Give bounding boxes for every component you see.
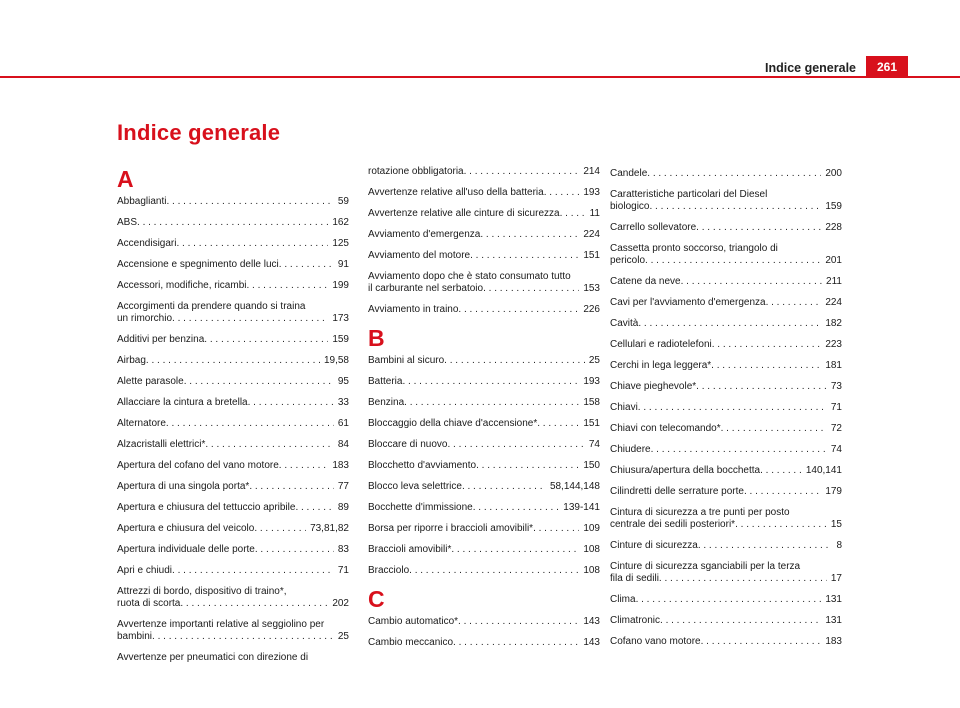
dot-leader [645, 255, 821, 267]
index-entry-page: 214 [583, 166, 600, 177]
index-entry [610, 615, 842, 627]
index-entry-page: 200 [825, 168, 842, 179]
dot-leader [279, 259, 334, 271]
index-entry [610, 465, 842, 477]
index-column-1 [117, 166, 349, 673]
index-entry-term: Apertura e chiusura del tettuccio apribile [117, 502, 296, 513]
index-entry-term: Avviamento del motore [368, 250, 471, 261]
index-entry-term: Chiavi [610, 402, 638, 413]
index-title: Indice generale [117, 120, 281, 145]
index-entry [117, 586, 349, 610]
index-entry [368, 616, 600, 628]
index-entry-page: 73 [830, 381, 842, 392]
dot-leader [533, 523, 579, 535]
index-entry-page: 162 [332, 217, 349, 228]
index-entry [610, 318, 842, 330]
index-entry-page: 71 [830, 402, 842, 413]
index-entry-term: Chiavi con telecomando* [610, 423, 721, 434]
index-entry-term: Blocco leva selettrice [368, 481, 462, 492]
dot-leader [701, 636, 822, 648]
dot-leader [649, 201, 821, 213]
index-entry-page: 108 [583, 565, 600, 576]
index-entry-page: 193 [583, 376, 600, 387]
index-entry-page: 84 [337, 439, 349, 450]
index-entry-term: Accessori, modifiche, ricambi [117, 280, 247, 291]
index-entry-term: Apri e chiudi [117, 565, 173, 576]
dot-leader [638, 402, 827, 414]
index-entry [117, 544, 349, 556]
dot-leader [205, 439, 334, 451]
dot-leader [409, 565, 579, 577]
index-entry-term: Apertura del cofano del vano motore [117, 460, 279, 471]
index-entry [368, 271, 600, 295]
index-entry [368, 460, 600, 472]
index-entry [368, 376, 600, 388]
index-entry [117, 376, 349, 388]
running-header-title: Indice generale [764, 61, 856, 75]
index-entry [610, 594, 842, 606]
index-entry [117, 460, 349, 472]
index-entry [368, 544, 600, 556]
index-entry [117, 355, 349, 367]
dot-leader [402, 376, 579, 388]
index-entry-term: Chiave pieghevole* [610, 381, 697, 392]
dot-leader [166, 196, 333, 208]
index-entry-page: 182 [825, 318, 842, 329]
index-entry-page: 131 [825, 594, 842, 605]
index-entry-page: 95 [337, 376, 349, 387]
index-column-2 [368, 166, 600, 658]
index-entry [368, 187, 600, 199]
index-entry-page: 25 [588, 355, 600, 366]
dot-leader [476, 460, 579, 472]
index-entry-page: 228 [825, 222, 842, 233]
index-entry-term: bambini [117, 631, 153, 642]
index-entry [368, 250, 600, 262]
index-entry-page: 181 [825, 360, 842, 371]
index-entry [610, 636, 842, 648]
index-entry-page: 223 [825, 339, 842, 350]
dot-leader [651, 444, 827, 456]
index-entry-term: fila di sedili [610, 573, 659, 584]
index-entry-term: centrale dei sedili posteriori* [610, 519, 736, 530]
index-entry-term: Cerchi in lega leggera* [610, 360, 712, 371]
index-entry-term-first-line: Avvertenze importanti relative al seggiolino per [117, 619, 325, 630]
dot-leader [636, 594, 822, 606]
index-entry [610, 423, 842, 435]
index-entry-term: Avvertenze per pneumatici con direzione di [117, 652, 309, 663]
index-entry [368, 304, 600, 316]
index-entry [610, 339, 842, 351]
index-entry-page: 151 [583, 418, 600, 429]
page-number-badge: 261 [866, 56, 908, 77]
dot-leader [184, 376, 334, 388]
dot-leader [176, 238, 328, 250]
index-entry-page: 143 [583, 616, 600, 627]
index-entry [368, 502, 600, 514]
index-entry [117, 397, 349, 409]
dot-leader [647, 168, 821, 180]
index-entry-term: Avviamento d'emergenza [368, 229, 481, 240]
index-entry-term: ABS [117, 217, 138, 228]
index-entry [610, 168, 842, 180]
index-entry-page: 173 [332, 313, 349, 324]
dot-leader [659, 573, 827, 585]
dot-leader [638, 318, 821, 330]
index-entry [368, 637, 600, 649]
dot-leader [560, 208, 586, 220]
section-letter: C [368, 586, 385, 612]
index-entry-term: Alette parasole [117, 376, 184, 387]
index-entry [117, 334, 349, 346]
index-entry-page: 15 [830, 519, 842, 530]
index-entry-page: 74 [830, 444, 842, 455]
index-entry-term: Bambini al sicuro [368, 355, 445, 366]
index-entry [368, 355, 600, 367]
index-entry-page: 159 [332, 334, 349, 345]
index-entry-term: Climatronic [610, 615, 661, 626]
dot-leader [712, 339, 822, 351]
index-entry-page: 159 [825, 201, 842, 212]
dot-leader [458, 304, 579, 316]
index-entry [610, 189, 842, 213]
dot-leader [698, 540, 833, 552]
index-entry [610, 540, 842, 552]
index-entry-term: Alternatore [117, 418, 166, 429]
index-entry [610, 561, 842, 585]
index-entry-page: 193 [583, 187, 600, 198]
dot-leader [483, 283, 579, 295]
index-entry-term: pericolo [610, 255, 646, 266]
index-entry-term: Benzina [368, 397, 405, 408]
index-entry-page: 8 [836, 540, 842, 551]
index-entry-page: 11 [589, 208, 600, 219]
dot-leader [248, 397, 334, 409]
index-entry-term: Chiusura/apertura della bocchetta [610, 465, 761, 476]
index-entry-term: Braccioli amovibili* [368, 544, 452, 555]
dot-leader [458, 616, 579, 628]
dot-leader [735, 519, 827, 531]
index-entry-page: 59 [337, 196, 349, 207]
index-entry-page: 125 [332, 238, 349, 249]
index-entry-term: Alzacristalli elettrici* [117, 439, 206, 450]
index-entry [117, 481, 349, 493]
index-entry-term: Bloccare di nuovo [368, 439, 448, 450]
index-entry-page: 19,58 [323, 355, 349, 366]
index-entry [368, 439, 600, 451]
index-entry-page: 139-141 [563, 502, 600, 513]
dot-leader [711, 360, 821, 372]
index-entry-term: Cofano vano motore [610, 636, 701, 647]
dot-leader [760, 465, 802, 477]
index-entry [368, 418, 600, 430]
dot-leader [146, 355, 320, 367]
index-entry [117, 259, 349, 271]
index-entry-page: 153 [583, 283, 600, 294]
index-entry-page: 74 [588, 439, 600, 450]
dot-leader [480, 229, 579, 241]
index-entry-page: 183 [825, 636, 842, 647]
index-entry [117, 523, 349, 535]
index-entry [610, 402, 842, 414]
index-entry-term: Cilindretti delle serrature porte [610, 486, 744, 497]
index-entry [368, 565, 600, 577]
dot-leader [295, 502, 333, 514]
section-letter: B [368, 325, 385, 351]
dot-leader [537, 418, 579, 430]
index-entry-term: Avvertenze relative alle cinture di sicurezza [368, 208, 560, 219]
index-entry [368, 208, 600, 220]
index-entry-term: Cinture di sicurezza [610, 540, 698, 551]
dot-leader [255, 544, 334, 556]
dot-leader [254, 523, 306, 535]
index-entry-page: 224 [825, 297, 842, 308]
dot-leader [172, 313, 328, 325]
index-entry-term: Allacciare la cintura a bretella [117, 397, 248, 408]
index-entry [610, 243, 842, 267]
dot-leader [696, 381, 827, 393]
index-entry-term-first-line: Attrezzi di bordo, dispositivo di traino*, [117, 586, 287, 597]
index-entry-page: 150 [583, 460, 600, 471]
index-entry [610, 381, 842, 393]
index-entry-page: 202 [332, 598, 349, 609]
index-entry [117, 565, 349, 577]
index-entry [610, 486, 842, 498]
index-entry-term: Clima [610, 594, 636, 605]
index-entry [610, 444, 842, 456]
index-entry-term: rotazione obbligatoria [368, 166, 464, 177]
index-entry-term: Chiudere [610, 444, 651, 455]
index-entry-term-first-line: Avviamento dopo che è stato consumato tutto [368, 271, 571, 282]
index-entry [368, 166, 600, 178]
index-entry-term: Avvertenze relative all'uso della batteria [368, 187, 544, 198]
index-entry-page: 109 [583, 523, 600, 534]
index-column-3 [610, 168, 842, 657]
index-entry-page: 131 [825, 615, 842, 626]
index-entry-term: un rimorchio [117, 313, 173, 324]
index-entry-term: Abbaglianti [117, 196, 167, 207]
index-entry-page: 183 [332, 460, 349, 471]
dot-leader [451, 544, 579, 556]
index-entry-term: Airbag [117, 355, 146, 366]
index-entry-page: 58,144,148 [549, 481, 600, 492]
index-entry [610, 507, 842, 531]
index-entry-page: 140,141 [805, 465, 842, 476]
dot-leader [448, 439, 585, 451]
dot-leader [766, 297, 822, 309]
index-entry [368, 229, 600, 241]
index-entry-term: Cavità [610, 318, 639, 329]
dot-leader [404, 397, 579, 409]
index-entry-term: Borsa per riporre i braccioli amovibili* [368, 523, 534, 534]
index-entry [117, 238, 349, 250]
dot-leader [172, 565, 334, 577]
index-entry-page: 224 [583, 229, 600, 240]
index-entry [117, 196, 349, 208]
index-entry [610, 222, 842, 234]
index-entry-page: 211 [826, 276, 842, 287]
index-entry-page: 199 [332, 280, 349, 291]
index-entry-page: 91 [337, 259, 349, 270]
index-entry [117, 301, 349, 325]
dot-leader [544, 187, 580, 199]
index-entry-page: 83 [337, 544, 349, 555]
index-entry [610, 360, 842, 372]
index-entry-page: 151 [583, 250, 600, 261]
index-entry-term: Apertura e chiusura del veicolo [117, 523, 255, 534]
index-entry [610, 297, 842, 309]
index-entry [117, 280, 349, 292]
index-entry-page: 179 [825, 486, 842, 497]
index-entry-page: 201 [825, 255, 842, 266]
dot-leader [453, 637, 579, 649]
dot-leader [152, 631, 334, 643]
index-entry-page: 226 [583, 304, 600, 315]
dot-leader [166, 418, 334, 430]
index-entry-term: Carrello sollevatore [610, 222, 697, 233]
index-entry [117, 217, 349, 229]
index-entry-term: Blocchetto d'avviamento [368, 460, 477, 471]
index-entry-term-first-line: Cassetta pronto soccorso, triangolo di [610, 243, 778, 254]
index-entry-term: Cellulari e radiotelefoni [610, 339, 712, 350]
index-entry [368, 397, 600, 409]
index-entry-term: ruota di scorta [117, 598, 181, 609]
index-entry-term: Accensione e spegnimento delle luci [117, 259, 279, 270]
dot-leader [444, 355, 585, 367]
dot-leader [180, 598, 328, 610]
dot-leader [279, 460, 329, 472]
dot-leader [721, 423, 827, 435]
index-entry [117, 652, 349, 664]
index-entry-term: Avviamento in traino [368, 304, 459, 315]
index-entry-term: Cambio meccanico [368, 637, 454, 648]
dot-leader [660, 615, 821, 627]
index-entry-page: 33 [337, 397, 349, 408]
index-entry-page: 158 [583, 397, 600, 408]
index-entry-page: 61 [337, 418, 349, 429]
index-entry-term: Candele [610, 168, 648, 179]
index-entry-page: 108 [583, 544, 600, 555]
index-entry-term: Batteria [368, 376, 403, 387]
dot-leader [137, 217, 328, 229]
index-entry-term: Bracciolo [368, 565, 410, 576]
dot-leader [473, 502, 560, 514]
dot-leader [249, 481, 334, 493]
dot-leader [696, 222, 821, 234]
index-entry-term-first-line: Caratteristiche particolari del Diesel [610, 189, 768, 200]
dot-leader [470, 250, 579, 262]
index-entry-term-first-line: Accorgimenti da prendere quando si traina [117, 301, 306, 312]
section-letter: A [117, 166, 134, 192]
index-entry-term: il carburante nel serbatoio [368, 283, 484, 294]
index-entry [368, 481, 600, 493]
index-entry-page: 77 [337, 481, 349, 492]
dot-leader [246, 280, 328, 292]
index-entry-term: Bloccaggio della chiave d'accensione* [368, 418, 538, 429]
index-entry-term: Additivi per benzina [117, 334, 205, 345]
index-entry-page: 25 [337, 631, 349, 642]
index-entry [368, 523, 600, 535]
index-entry-page: 89 [337, 502, 349, 513]
dot-leader [744, 486, 821, 498]
index-entry [117, 619, 349, 643]
dot-leader [681, 276, 822, 288]
index-entry-term: biologico [610, 201, 650, 212]
index-entry [117, 418, 349, 430]
index-entry-term: Cambio automatico* [368, 616, 459, 627]
index-entry-term: Cavi per l'avviamento d'emergenza [610, 297, 766, 308]
dot-leader [462, 481, 546, 493]
index-entry [117, 439, 349, 451]
index-entry-term-first-line: Cintura di sicurezza a tre punti per posto [610, 507, 790, 518]
index-entry [610, 276, 842, 288]
index-entry [117, 502, 349, 514]
index-entry-term: Accendisigari [117, 238, 177, 249]
index-entry-page: 73,81,82 [310, 523, 349, 534]
index-entry-page: 17 [830, 573, 842, 584]
index-entry-term: Apertura individuale delle porte [117, 544, 255, 555]
dot-leader [464, 166, 580, 178]
dot-leader [204, 334, 328, 346]
index-entry-page: 71 [337, 565, 349, 576]
index-entry-term-first-line: Cinture di sicurezza sganciabili per la terza [610, 561, 801, 572]
index-entry-term: Apertura di una singola porta* [117, 481, 250, 492]
index-entry-page: 72 [830, 423, 842, 434]
header-rule [0, 76, 960, 78]
index-entry-term: Bocchette d'immissione [368, 502, 473, 513]
index-entry-term: Catene da neve [610, 276, 681, 287]
index-entry-page: 143 [583, 637, 600, 648]
